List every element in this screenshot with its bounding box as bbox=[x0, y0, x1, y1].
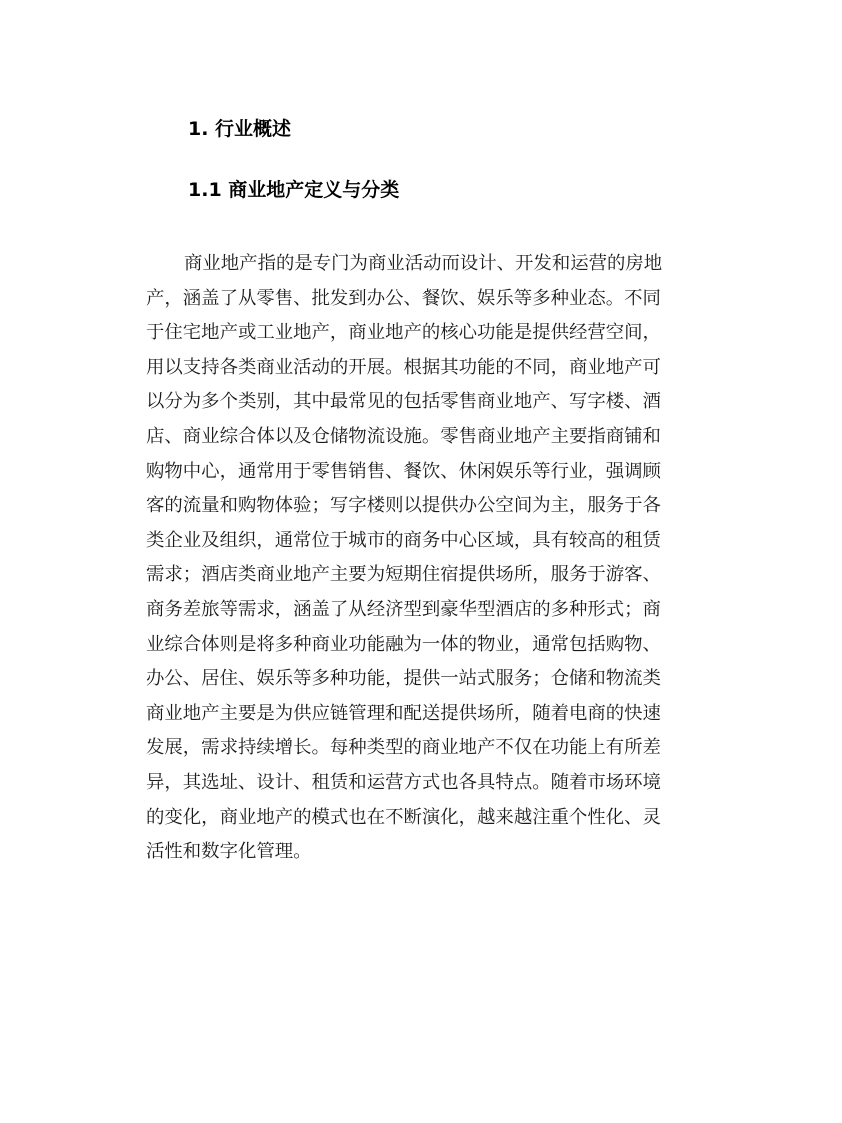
paragraph-line: 办公、居住、娱乐等多种功能，提供一站式服务；仓储和物流类 bbox=[146, 668, 661, 690]
paragraph-line: 需求；酒店类商业地产主要为短期住宿提供场所，服务于游客、 bbox=[146, 564, 661, 586]
paragraph-line: 店、商业综合体以及仓储物流设施。零售商业地产主要指商铺和 bbox=[146, 425, 661, 447]
paragraph-line: 于住宅地产或工业地产，商业地产的核心功能是提供经营空间， bbox=[146, 322, 661, 344]
paragraph-line: 产，涵盖了从零售、批发到办公、餐饮、娱乐等多种业态。不同 bbox=[146, 287, 661, 309]
paragraph-line: 活性和数字化管理。 bbox=[146, 841, 312, 863]
paragraph-line: 异，其选址、设计、租赁和运营方式也各具特点。随着市场环境 bbox=[146, 771, 661, 793]
paragraph-line: 发展，需求持续增长。每种类型的商业地产不仅在功能上有所差 bbox=[146, 737, 661, 759]
paragraph-line: 商务差旅等需求，涵盖了从经济型到豪华型酒店的多种形式；商 bbox=[146, 598, 661, 620]
paragraph-line: 用以支持各类商业活动的开展。根据其功能的不同，商业地产可 bbox=[146, 356, 661, 378]
paragraph-line: 的变化，商业地产的模式也在不断演化，越来越注重个性化、灵 bbox=[146, 806, 661, 828]
paragraph-line: 类企业及组织，通常位于城市的商务中心区域，具有较高的租赁 bbox=[146, 529, 661, 551]
paragraph-line: 购物中心，通常用于零售销售、餐饮、休闲娱乐等行业，强调顾 bbox=[146, 460, 661, 482]
section-heading: 1. 行业概述 bbox=[188, 118, 292, 140]
paragraph-line: 商业地产指的是专门为商业活动而设计、开发和运营的房地 bbox=[184, 253, 663, 274]
paragraph-line: 客的流量和购物体验；写字楼则以提供办公空间为主，服务于各 bbox=[146, 495, 661, 517]
paragraph-line: 以分为多个类别，其中最常见的包括零售商业地产、写字楼、酒 bbox=[146, 391, 661, 413]
paragraph-line: 业综合体则是将多种商业功能融为一体的物业，通常包括购物、 bbox=[146, 633, 661, 655]
subsection-heading: 1.1 商业地产定义与分类 bbox=[188, 179, 400, 201]
body-paragraph bbox=[146, 247, 702, 870]
paragraph-line: 商业地产主要是为供应链管理和配送提供场所，随着电商的快速 bbox=[146, 702, 661, 724]
